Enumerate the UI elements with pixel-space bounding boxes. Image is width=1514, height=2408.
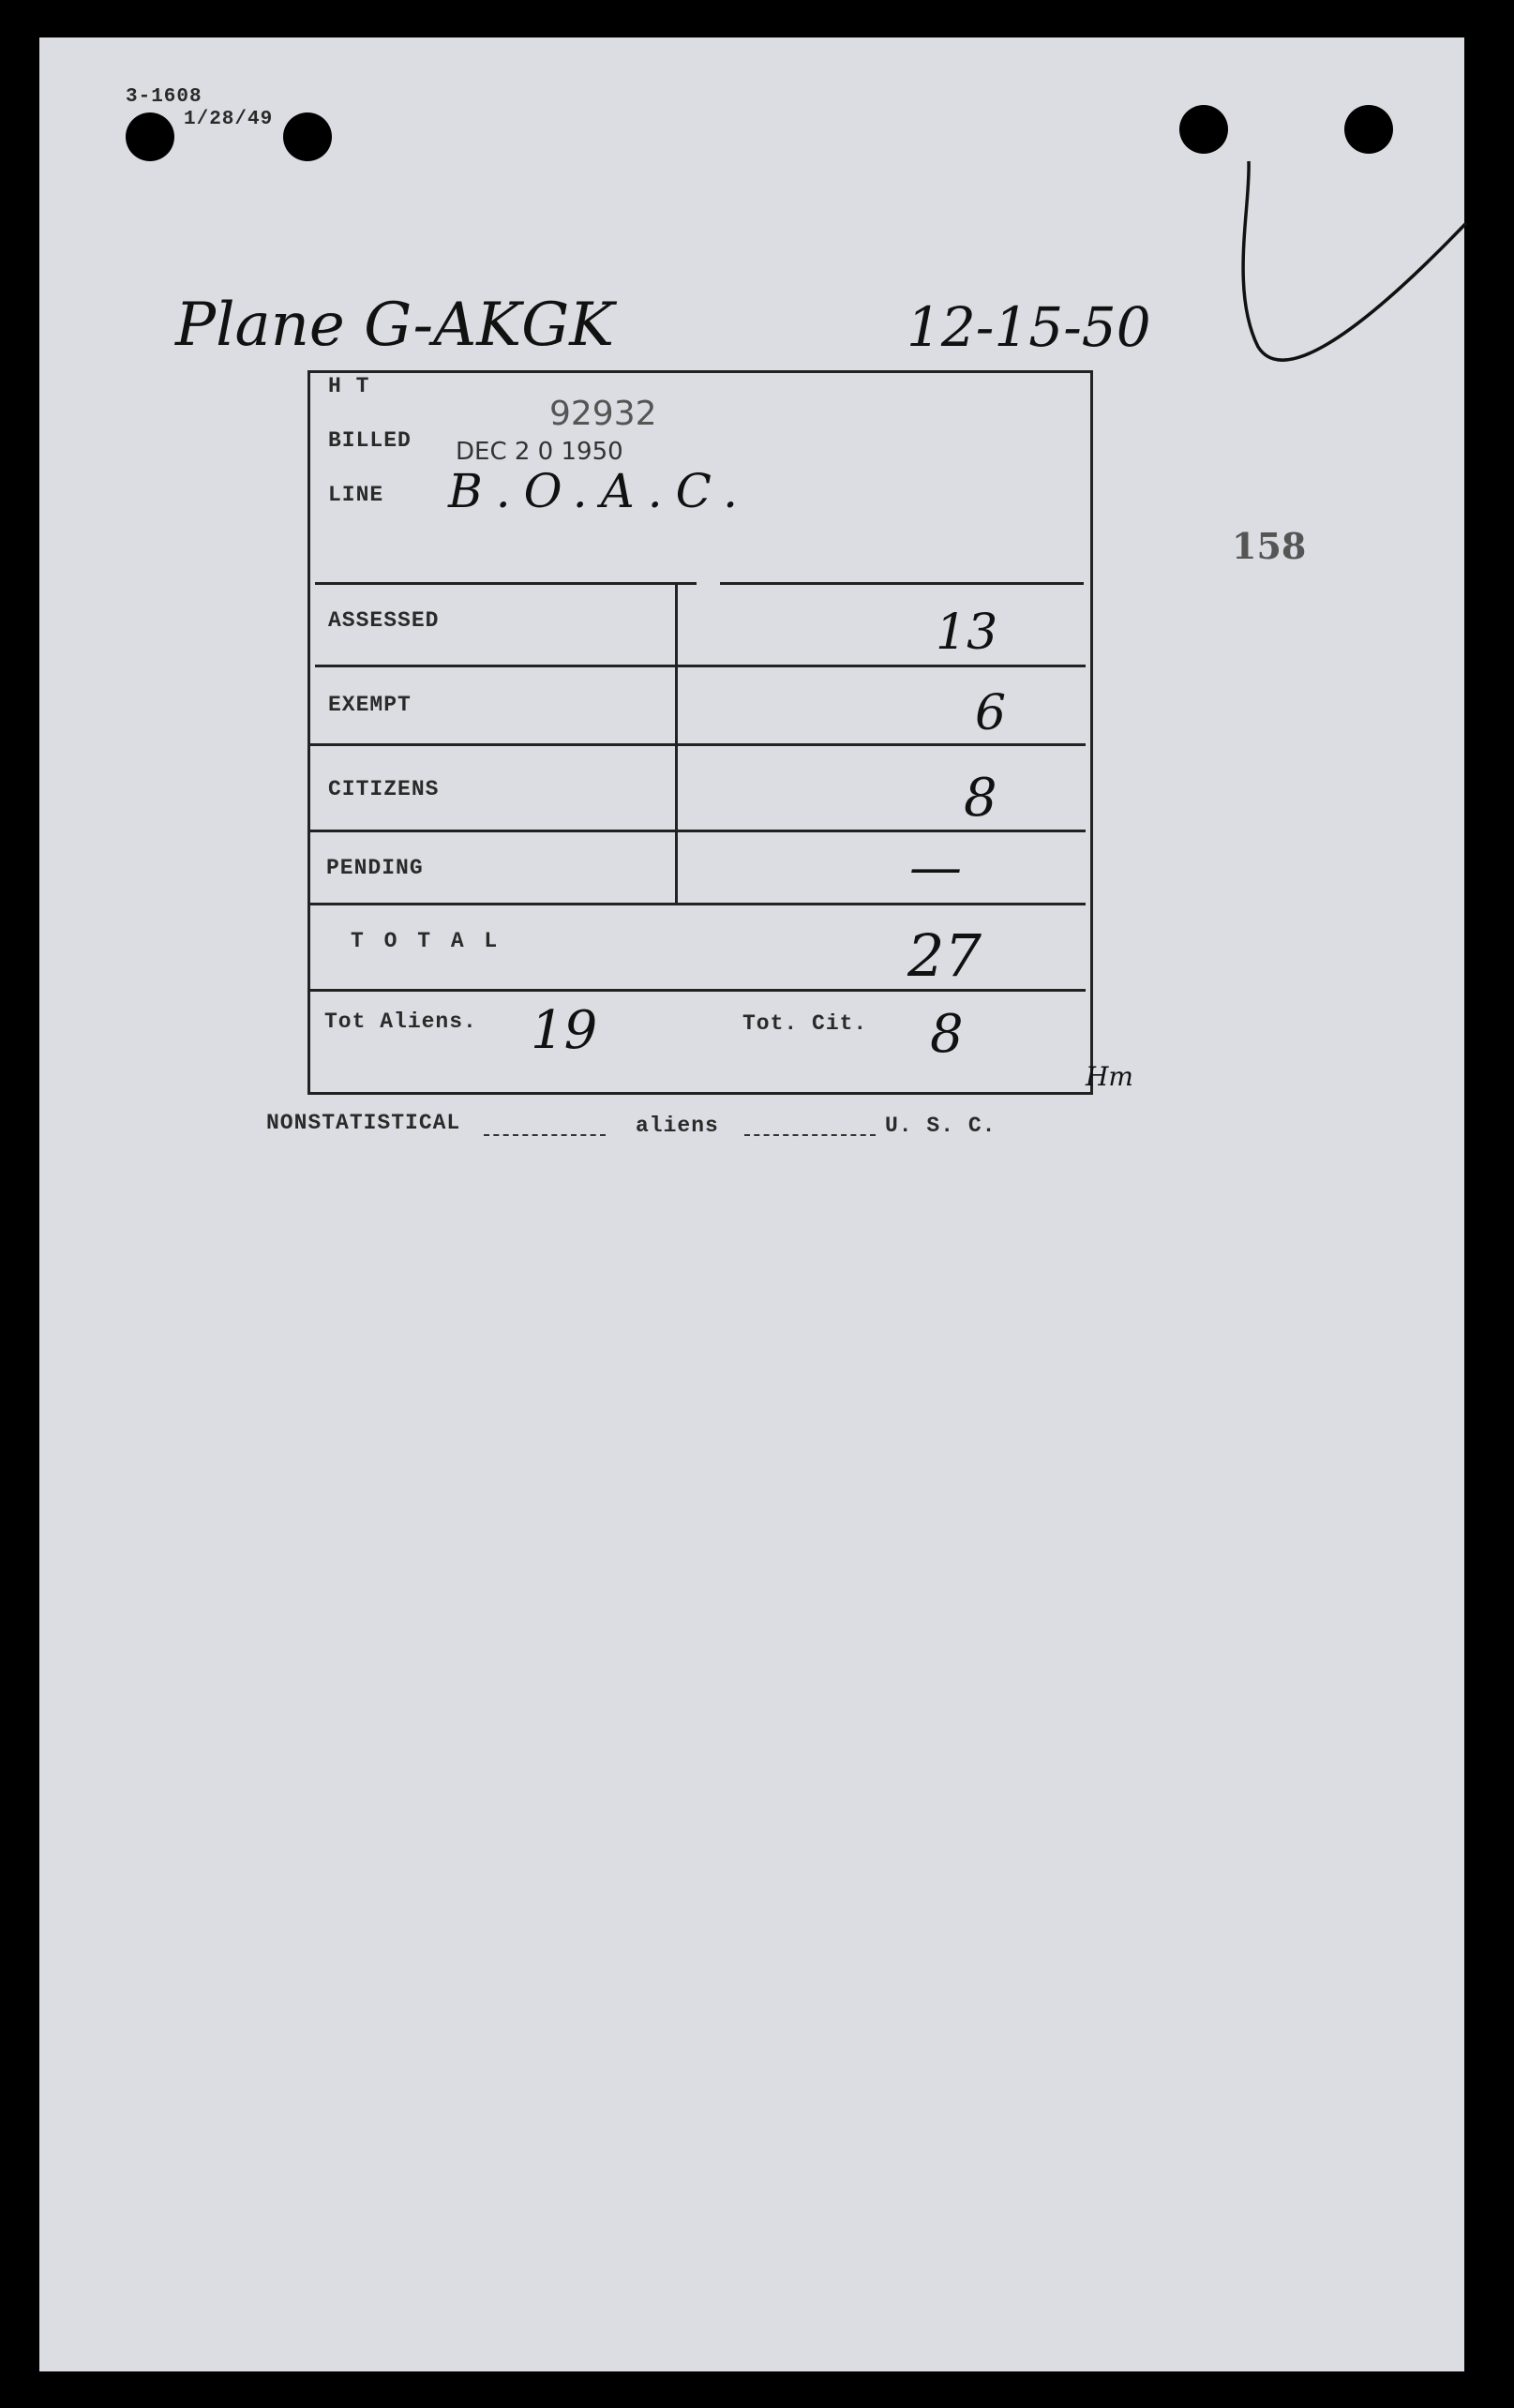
punch-hole	[1344, 105, 1393, 154]
stamped-number: 92932	[549, 395, 657, 433]
total-aliens-value: 19	[531, 1000, 598, 1061]
nonstat-aliens-label: aliens	[636, 1114, 719, 1138]
total-citizens-value: 8	[930, 1004, 964, 1065]
total-aliens-label: Tot Aliens.	[324, 1010, 477, 1034]
page-number: 158	[1232, 525, 1307, 567]
punch-hole	[1179, 105, 1228, 154]
line-name: B.O.A.C.	[448, 464, 751, 518]
tally-form-box	[307, 370, 1093, 1095]
punch-hole	[126, 112, 174, 161]
pending-value: —	[909, 837, 962, 898]
exempt-label: EXEMPT	[328, 693, 412, 717]
line-label: LINE	[328, 483, 384, 507]
assessed-value: 13	[936, 605, 998, 661]
nonstat-usc-label: U. S. C.	[885, 1114, 997, 1138]
citizens-label: CITIZENS	[328, 777, 440, 801]
assessed-label: ASSESSED	[328, 608, 440, 633]
pending-label: PENDING	[326, 856, 424, 880]
citizens-value: 8	[964, 768, 997, 829]
billed-label: BILLED	[328, 428, 412, 453]
form-number: 3-1608	[126, 86, 202, 108]
check-mark-icon	[1211, 150, 1511, 412]
punch-hole	[283, 112, 332, 161]
form-date: 1/28/49	[184, 109, 274, 130]
document-page	[39, 37, 1464, 2371]
total-citizens-label: Tot. Cit.	[742, 1011, 868, 1036]
handwritten-date: 12-15-50	[907, 295, 1151, 359]
total-value: 27	[907, 921, 982, 990]
initials: Hm	[1086, 1061, 1133, 1092]
nonstatistical-label: NONSTATISTICAL	[266, 1111, 461, 1135]
stamped-date: DEC 2 0 1950	[456, 438, 623, 466]
total-label: T O T A L	[351, 929, 502, 953]
ht-label: H T	[328, 374, 370, 398]
plane-designation: Plane G-AKGK	[175, 291, 615, 360]
exempt-value: 6	[975, 685, 1007, 741]
